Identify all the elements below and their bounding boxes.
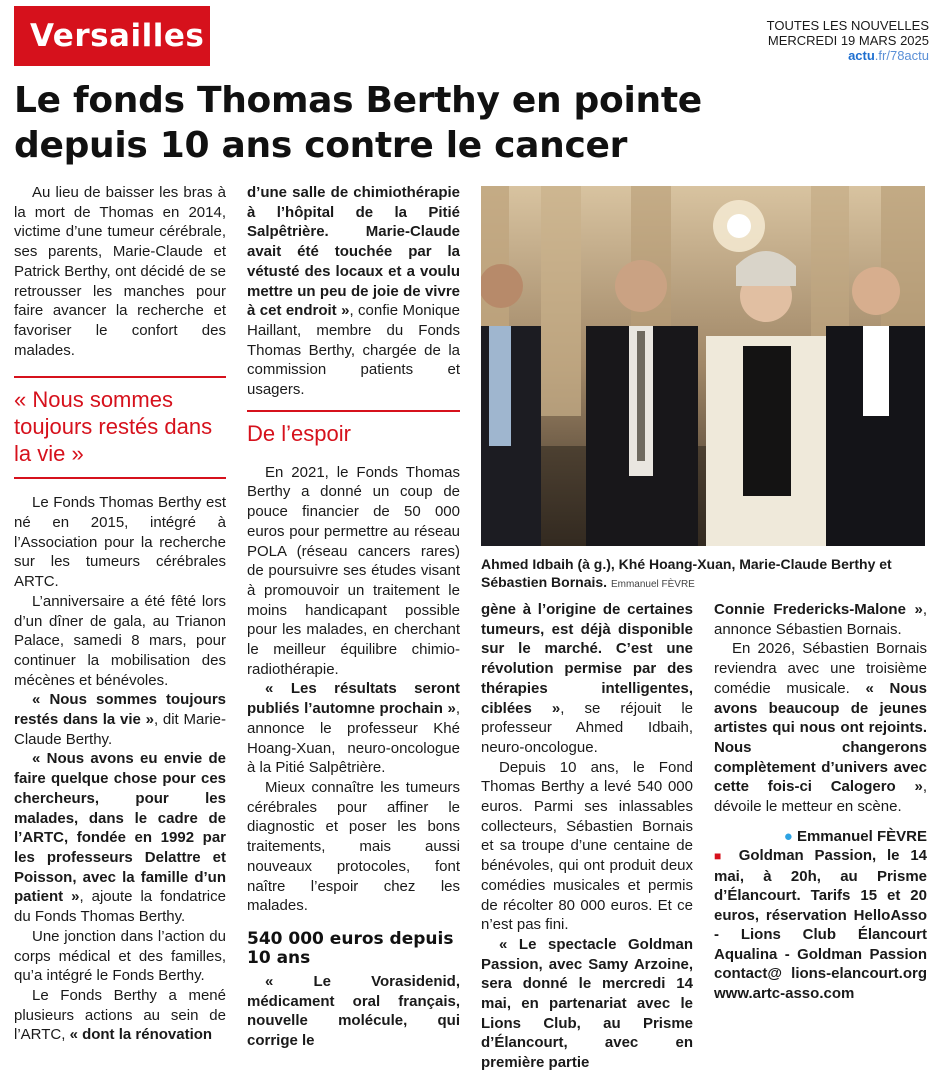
event-info-text: Goldman Passion, le 14 mai, à 20h, au Prisme d’Élancourt. Tarifs 15 et 20 euros, réservation HelloAsso - Lions Club Élancourt Aqualina - Goldman Passion contact@ lions-elancourt.org www.artc-asso.com bbox=[714, 847, 927, 1002]
headline-line-2: depuis 10 ans contre le cancer bbox=[14, 125, 628, 166]
divider-bottom bbox=[14, 477, 226, 479]
paragraph: Une jonction dans l’action du corps médical et des familles, qu’a intégré le Fonds Berthy. bbox=[14, 927, 226, 985]
subheading-amount: 540 000 euros depuis 10 ans bbox=[247, 928, 454, 968]
masthead bbox=[767, 18, 929, 63]
quote-attribution: , annonce le professeur Khé Hoang-Xuan, neuro-oncologue à la Pitié Salpêtrière. bbox=[247, 700, 460, 777]
column-4 bbox=[714, 600, 927, 1003]
paragraph bbox=[14, 986, 226, 1045]
paper-name: TOUTES LES NOUVELLES bbox=[766, 18, 929, 33]
gala-photo bbox=[481, 186, 925, 546]
quote-bold: d’une salle de chimiothérapie à l’hôpital de la Pitié Salpêtrière. Marie-Claude avait été touchée par la vétusté des locaux et a voulu mettre un peu de joie de vivre à cet endroit » bbox=[247, 184, 460, 320]
intro-paragraph: Au lieu de baisser les bras à la mort de Thomas en 2014, victime d’une tumeur cérébrale, ses parents, Marie-Claude et Patrick Berthy, ont décidé de se retrousser les manches pour faire avancer la recherche et favoriser le confort des malades. bbox=[14, 184, 226, 359]
paragraph-text: En 2026, Sébastien Bornais reviendra avec une troisième comédie musicale. bbox=[714, 640, 927, 697]
quote-attribution: , annonce Sébastien Bornais. bbox=[714, 601, 927, 638]
square-bullet-icon: ■ bbox=[714, 849, 728, 864]
paragraph bbox=[481, 600, 693, 758]
paragraph bbox=[14, 749, 226, 926]
section-badge: Versailles bbox=[14, 6, 210, 66]
quote-attribution: , ajoute la fondatrice du Fonds Thomas Berthy. bbox=[14, 888, 226, 926]
website-link[interactable] bbox=[767, 48, 929, 63]
paragraph-text: Le Fonds Berthy a mené plusieurs actions au sein de l’ARTC, bbox=[14, 986, 226, 1044]
column-2 bbox=[247, 183, 460, 1051]
quote-bold: « Nous avons beaucoup de jeunes artistes qui nous ont rejoints. Nous changerons complètement d’univers avec cette fois-ci Calogero » bbox=[714, 679, 927, 796]
caption-names: Ahmed Idbaih (à g.), Khé Hoang-Xuan, Marie-Claude Berthy et Sébastien Bornais. bbox=[481, 556, 892, 590]
quote-attribution: , dit Marie-Claude Berthy. bbox=[14, 711, 226, 748]
quote-bold: « dont la rénovation bbox=[69, 1026, 213, 1044]
subheading-espoir: De l’espoir bbox=[247, 420, 351, 446]
quote-attribution: , dévoile le metteur en scène. bbox=[714, 778, 927, 816]
paragraph bbox=[247, 679, 460, 778]
site-name: actu bbox=[848, 48, 875, 63]
paragraph: Mieux connaître les tumeurs cérébrales pour affiner le diagnostic et poser les bons traitements, mais aussi nouveaux protocoles, font naître l’espoir chez les malades. bbox=[247, 778, 460, 915]
quote-attribution: , confie Monique Haillant, membre du Fonds Thomas Berthy, chargée de la commission patients et usagers. bbox=[247, 302, 460, 399]
quote-bold: Connie Fredericks-Malone » bbox=[714, 601, 923, 618]
site-path: .fr/78actu bbox=[874, 48, 929, 63]
column-3 bbox=[481, 600, 693, 1073]
paragraph: Le Fonds Thomas Berthy est né en 2015, intégré à l’Association pour la recherche sur les tumeurs cérébrales ARTC. bbox=[14, 494, 226, 591]
event-info bbox=[714, 846, 927, 1003]
headline-line-1: Le fonds Thomas Berthy en pointe bbox=[14, 80, 702, 121]
quote-bold: « Nous sommes toujours restés dans la vie » bbox=[14, 691, 226, 729]
quote-bold: gène à l’origine de certaines tumeurs, est déjà disponible sur le marché. C’est une révolution permise par des thérapies intelligentes, ciblées » bbox=[481, 601, 693, 717]
quote-attribution: , se réjouit le professeur Ahmed Idbaih, neuro-oncologue. bbox=[481, 699, 693, 756]
issue-date: MERCREDI 19 MARS 2025 bbox=[767, 33, 929, 48]
headline bbox=[14, 78, 929, 168]
paragraph bbox=[714, 639, 927, 816]
author-name: Emmanuel FÈVRE bbox=[796, 827, 927, 845]
paragraph bbox=[714, 600, 927, 639]
divider-top bbox=[14, 376, 226, 378]
paragraph: L’anniversaire a été fêté lors d’un dîner de gala, au Trianon Palace, samedi 8 mars, pour continuer la mobilisation des mécènes et bénévoles. bbox=[14, 592, 226, 689]
quote-bold: « Le Vorasidenid, médicament oral français, nouvelle molécule, qui corrige le bbox=[247, 972, 460, 1050]
paragraph: En 2021, le Fonds Thomas Berthy a donné un coup de pouce financier de 50 000 euros pour permettre au réseau POLA (réseau cancers rares) de poursuivre ses études visant à promouvoir un traitement le moins handicapant possible pour les malades, en cherchant le meilleur équilibre chimio-radiothérapie. bbox=[247, 463, 460, 678]
quote-bold: « Les résultats seront publiés l’automne prochain » bbox=[247, 680, 460, 718]
bullet-dot-icon: ● bbox=[783, 827, 793, 845]
divider bbox=[247, 410, 460, 412]
paragraph bbox=[14, 690, 226, 749]
author-signature bbox=[714, 827, 927, 847]
paragraph bbox=[247, 972, 460, 1051]
paragraph bbox=[247, 183, 460, 400]
photo-caption bbox=[481, 555, 931, 594]
paragraph: Depuis 10 ans, le Fond Thomas Berthy a levé 540 000 euros. Parmi ses inlassables collecteurs, Sébastien Bornais et sa troupe d’une centaine de bénévoles, qui ont produit deux comédies musicales et permis de récolter 80 000 euros. Et ce n’est pas fini. bbox=[481, 758, 693, 934]
gala-photo-illustration bbox=[481, 186, 925, 546]
quote-bold: « Nous avons eu envie de faire quelque chose pour ces chercheurs, pour les malades, dans le cadre de l’ARTC, fondée en 1992 par les professeurs Delattre et Poisson, avec la famille d’un patient » bbox=[14, 750, 226, 906]
column-1 bbox=[14, 183, 226, 1045]
pull-quote: « Nous sommes toujours restés dans la vie » bbox=[14, 387, 213, 467]
quote-bold: « Le spectacle Goldman Passion, avec Samy Arzoine, sera donné le mercredi 14 mai, en partenariat avec le Lions Club, au Prisme d’Élancourt, avec en première partie bbox=[481, 935, 693, 1072]
photo-credit: Emmanuel FÈVRE bbox=[610, 579, 695, 590]
paragraph bbox=[481, 935, 693, 1073]
